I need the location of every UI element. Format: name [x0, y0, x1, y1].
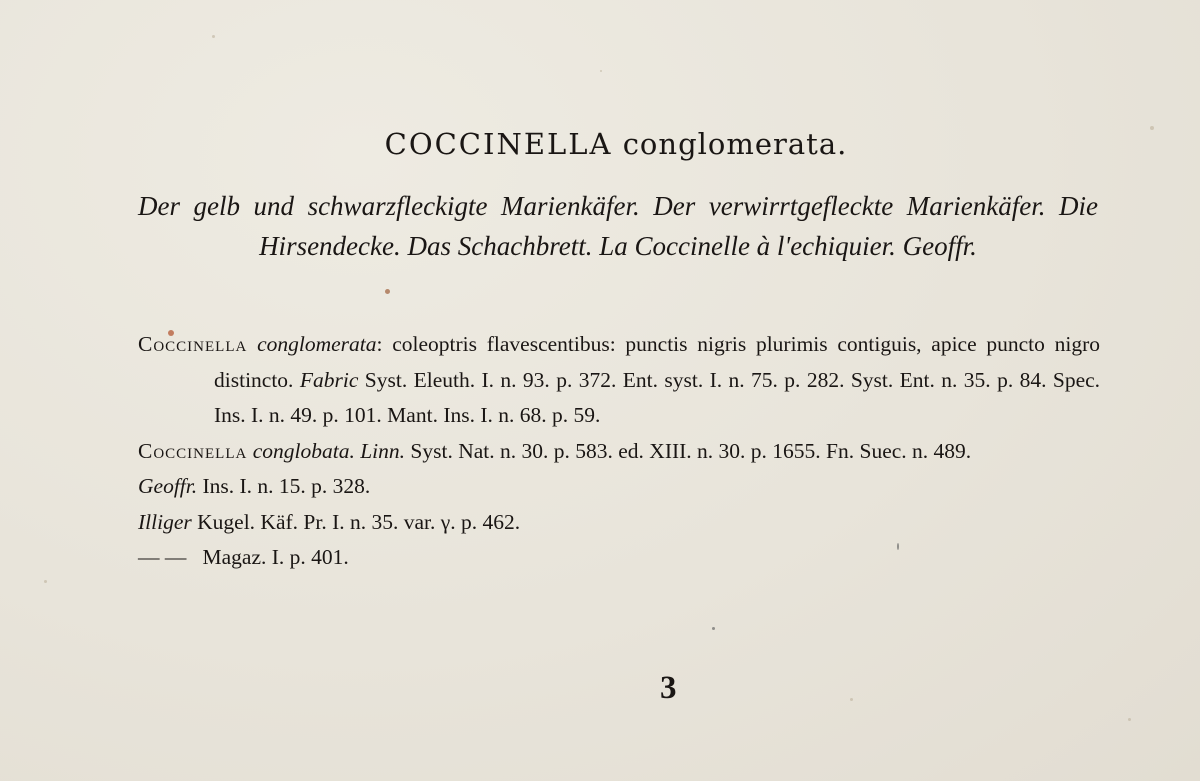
entry-species: conglomerata [257, 332, 377, 356]
paper-speck [44, 580, 47, 583]
title-species: conglomerata. [622, 127, 848, 161]
synonymy-entry [138, 540, 1100, 576]
entry-genus: Coccinella [138, 438, 248, 463]
synonymy-entry [138, 469, 1100, 505]
entry-species: conglobata. [252, 438, 355, 463]
synonymy-entry [138, 505, 1100, 541]
entry-references: Ins. I. n. 15. p. 328. [202, 474, 371, 498]
paper-speck [385, 289, 390, 294]
entry-author: Linn. [360, 438, 406, 463]
vernacular-names: Der gelb und schwarzfleckigte Marienkäfer. Der verwirrtgefleckte Marienkäfer. Die Hirsendecke. Das Schachbrett. La Coccinelle à l'echiquier. Geoffr. [138, 191, 1098, 261]
entry-author: Illiger [138, 509, 192, 534]
title-genus: COCCINELLA [384, 127, 613, 161]
entry-references: Kugel. Käf. Pr. I. n. 35. var. γ. p. 462. [197, 509, 521, 534]
synonymy-list [138, 327, 1100, 576]
entry-references: Syst. Eleuth. I. n. 93. p. 372. Ent. syst. I. n. 75. p. 282. Syst. Ent. n. 35. p. 84. Spec. Ins. I. n. 49. p. 101. Mant. Ins. I. n. 68. p. 59. [214, 367, 1101, 427]
page-title [0, 127, 1200, 161]
entry-references: Magaz. I. p. 401. [202, 545, 349, 569]
paper-speck [1128, 718, 1131, 721]
entry-diagnosis: : coleoptris flavescentibus: punctis nigris plurimis contiguis, apice puncto nigro distincto. [214, 332, 1101, 392]
paper-speck [712, 627, 715, 630]
entry-references: Syst. Nat. n. 30. p. 583. ed. XIII. n. 30. p. 1655. Fn. Suec. n. 489. [410, 438, 972, 463]
paper-speck [212, 35, 215, 38]
synonymy-entry [138, 327, 1100, 434]
entry-ditto-dashes: — — [138, 545, 187, 569]
paper-speck [850, 698, 853, 701]
entry-author: Geoffr. [138, 474, 198, 498]
entry-genus: Coccinella [138, 332, 248, 356]
synonymy-entry [138, 434, 1100, 470]
page-number: 3 [660, 670, 677, 706]
entry-author: Fabric [299, 367, 359, 392]
paper-speck [600, 70, 602, 72]
